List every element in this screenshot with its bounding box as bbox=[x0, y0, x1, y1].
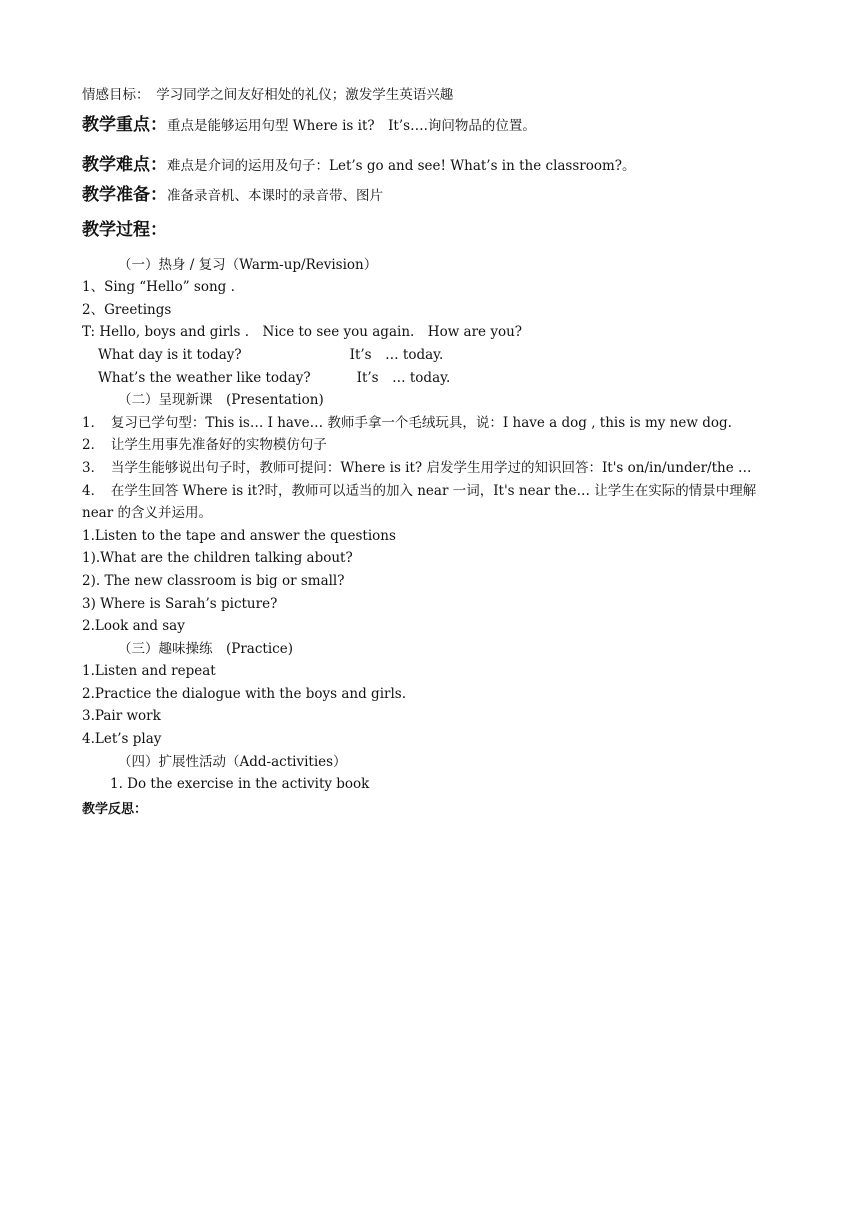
listen-line: 2). The new classroom is big or small? bbox=[82, 572, 345, 589]
key-point-row bbox=[82, 107, 782, 144]
section-presentation-title: （二）呈现新课 (Presentation) bbox=[118, 392, 324, 409]
listen-line: 2.Look and say bbox=[82, 618, 185, 635]
emotional-goal-line: 情感目标： 学习同学之间友好相处的礼仪；激发学生英语兴趣 bbox=[82, 87, 454, 103]
activity-line: 1. Do the exercise in the activity book bbox=[110, 776, 370, 793]
key-point-label: 教学重点： bbox=[82, 114, 167, 135]
greeting-qa-row bbox=[82, 367, 782, 390]
greeting-answer: It’s … today. bbox=[349, 346, 444, 363]
practice-line: 4.Let’s play bbox=[82, 731, 162, 748]
listen-line: 3) Where is Sarah’s picture? bbox=[82, 595, 278, 612]
warmup-line: T: Hello, boys and girls . Nice to see you again. How are you? bbox=[82, 324, 523, 341]
section-practice-title: （三）趣味操练 (Practice) bbox=[118, 640, 293, 657]
lesson-plan-page bbox=[82, 84, 782, 824]
practice-line: 2.Practice the dialogue with the boys and girls. bbox=[82, 685, 407, 702]
section-warmup-title: （一）热身 / 复习（Warm-up/Revision） bbox=[118, 256, 378, 273]
listen-line: 1.Listen to the tape and answer the questions bbox=[82, 527, 396, 544]
key-point-text: 重点是能够运用句型 Where is it? It’s….询问物品的位置。 bbox=[167, 117, 536, 134]
practice-line: 3.Pair work bbox=[82, 708, 161, 725]
preparation-label: 教学准备： bbox=[82, 184, 167, 205]
practice-line: 1.Listen and repeat bbox=[82, 663, 216, 680]
reflection-label: 教学反思： bbox=[82, 801, 148, 817]
listen-line: 1).What are the children talking about? bbox=[82, 550, 353, 567]
section-activities-title: （四）扩展性活动（Add-activities） bbox=[118, 753, 347, 770]
preparation-row bbox=[82, 183, 782, 208]
process-title: 教学过程： bbox=[82, 219, 167, 240]
warmup-line: 1、Sing “Hello” song . bbox=[82, 279, 235, 296]
presentation-step: 2． 让学生用事先准备好的实物模仿句子 bbox=[82, 437, 327, 454]
greeting-answer: It’s … today. bbox=[356, 369, 451, 386]
greeting-question: What’s the weather like today? bbox=[98, 369, 311, 386]
warmup-line: 2、Greetings bbox=[82, 301, 172, 318]
difficult-point-text: 难点是介词的运用及句子：Let’s go and see! What’s in the classroom?。 bbox=[167, 157, 636, 174]
presentation-step: 3． 当学生能够说出句子时，教师可提问：Where is it? 启发学生用学过的知识回答：It's on/in/under/the … bbox=[82, 459, 752, 476]
presentation-step: 1． 复习已学句型：This is… I have… 教师手拿一个毛绒玩具，说：I have a dog , this is my new dog. bbox=[82, 414, 732, 431]
greeting-question: What day is it today? bbox=[98, 346, 242, 363]
difficult-point-row bbox=[82, 148, 782, 183]
preparation-text: 准备录音机、本课时的录音带、图片 bbox=[167, 187, 383, 204]
greeting-qa-row bbox=[82, 344, 782, 367]
difficult-point-label: 教学难点： bbox=[82, 154, 167, 175]
presentation-step: 4． 在学生回答 Where is it?时，教师可以适当的加入 near 一词，It's near the… 让学生在实际的情景中理解 near 的含义并运用。 bbox=[82, 482, 757, 522]
